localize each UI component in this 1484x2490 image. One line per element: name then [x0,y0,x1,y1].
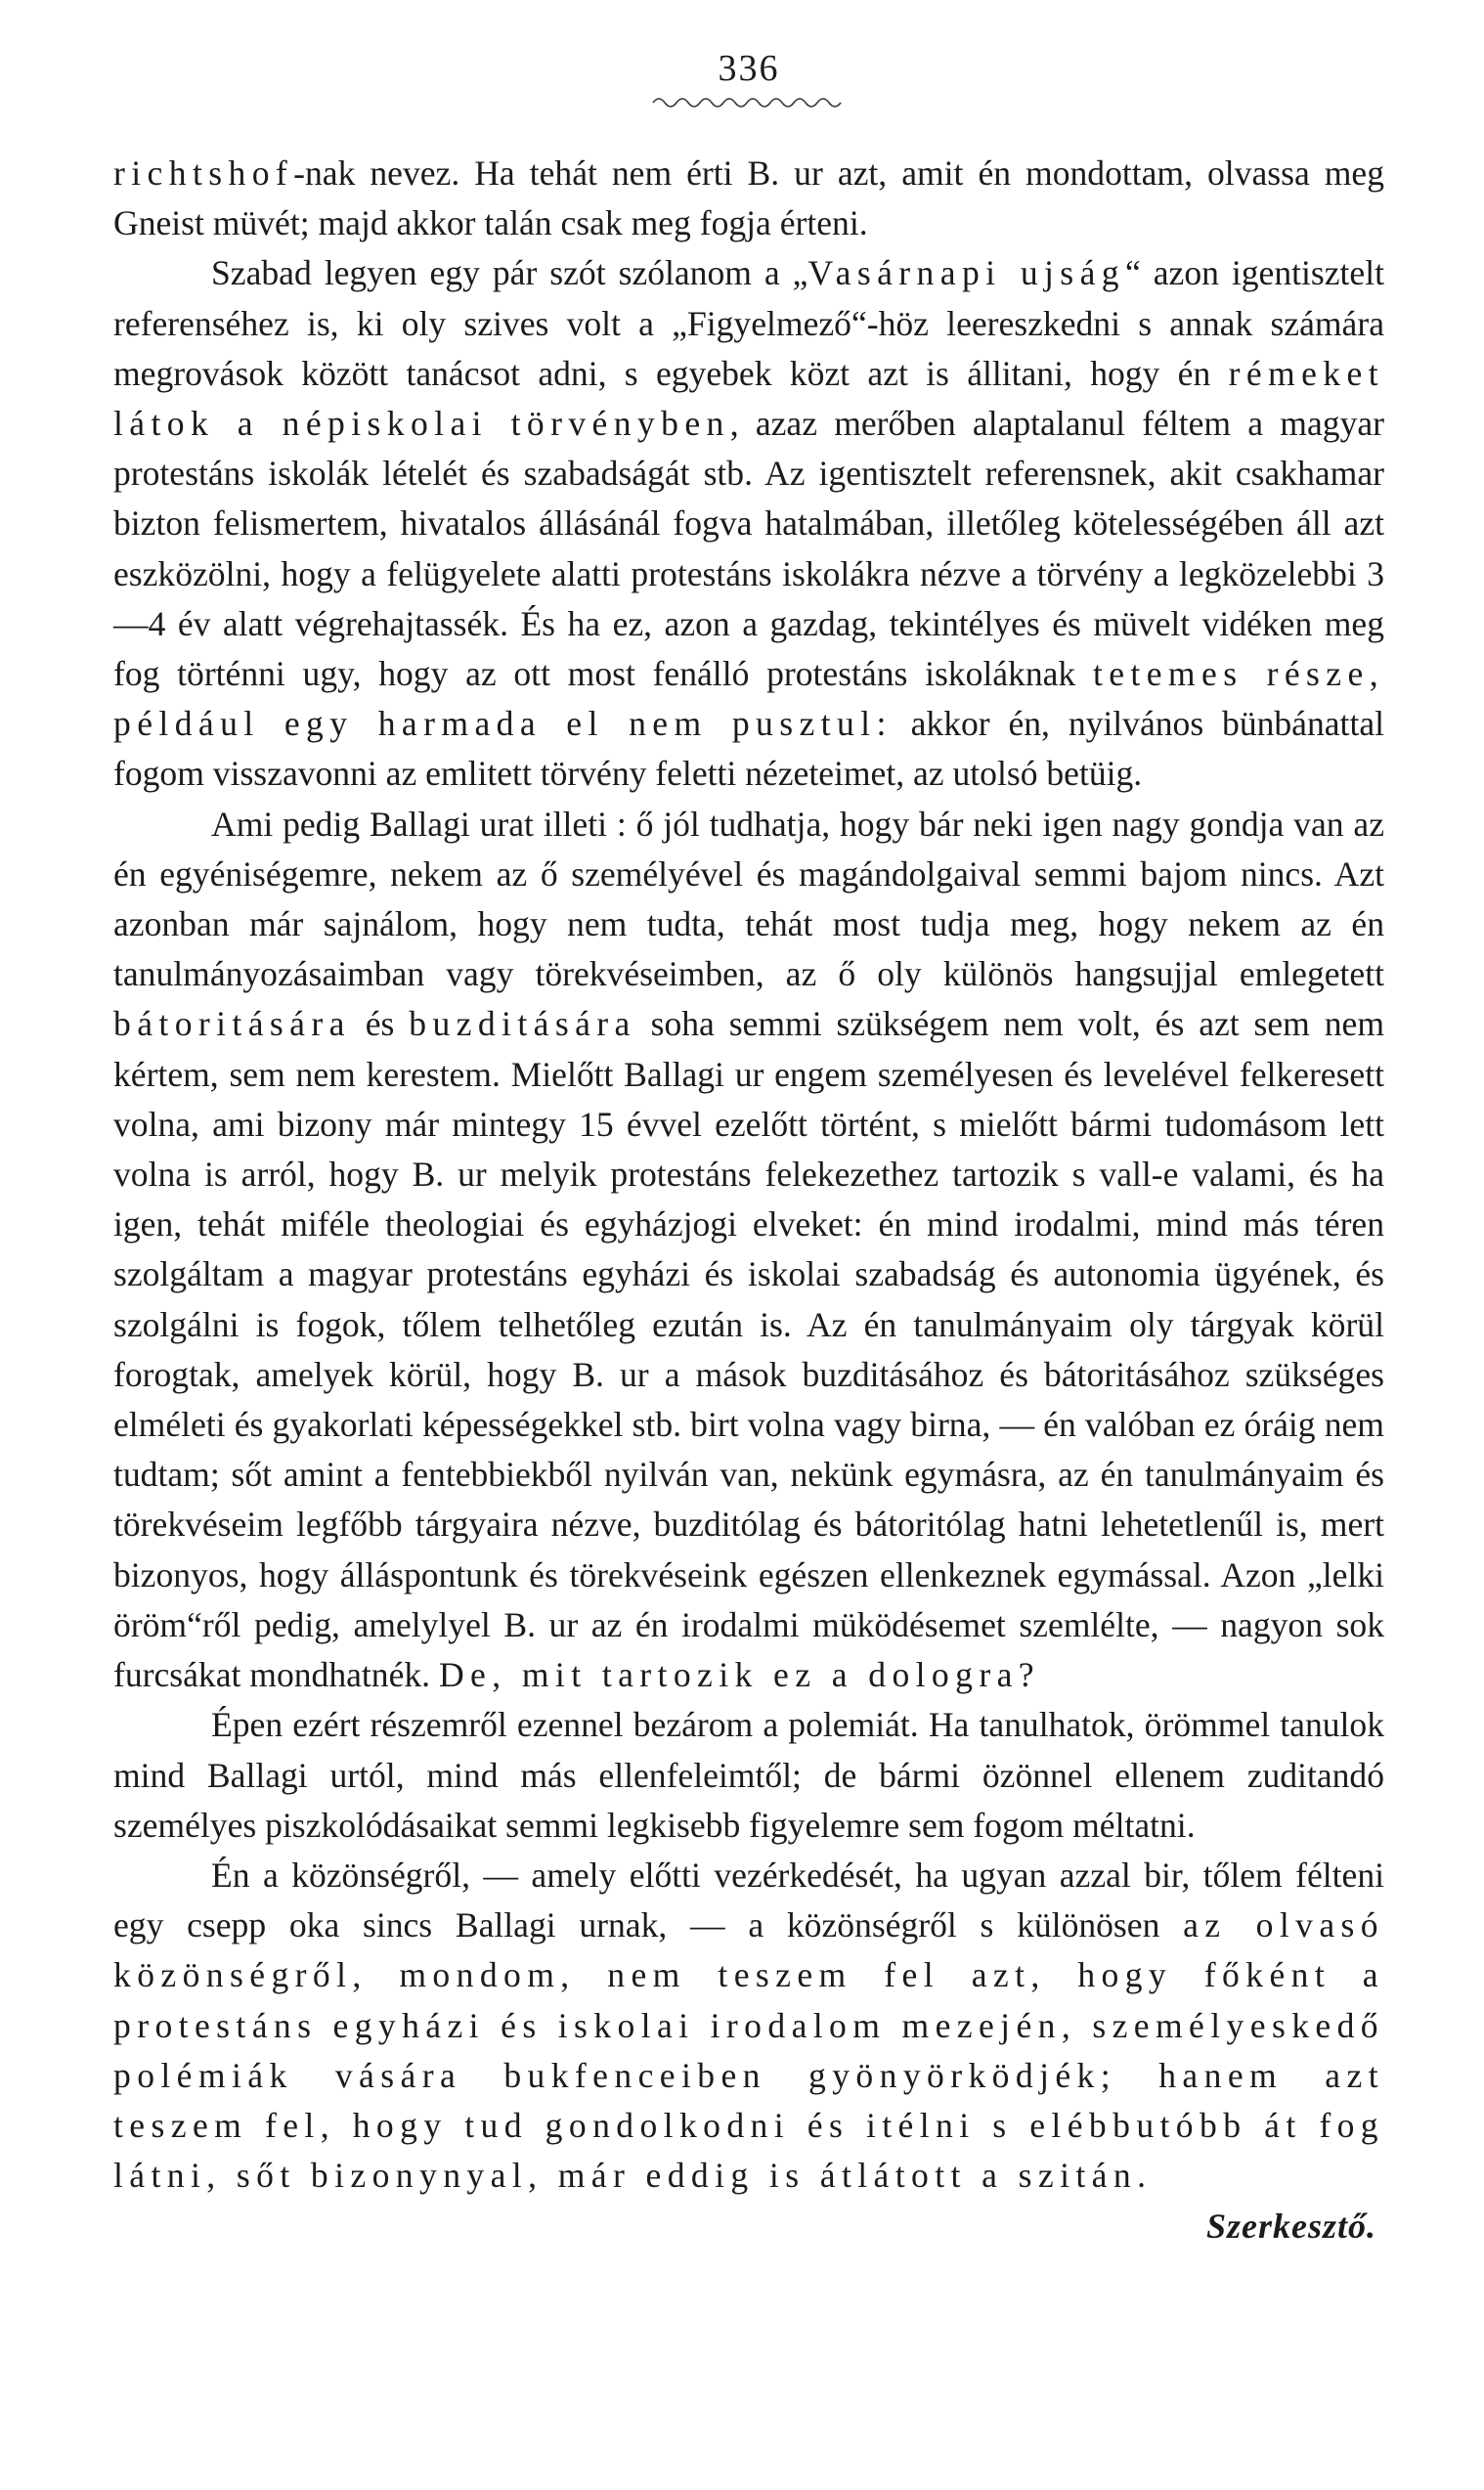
text-run: és [350,1004,410,1044]
emphasized-text: richtshof [113,153,294,193]
emphasized-text: az olvasó közönségről, mondom, nem teszem fel azt, hogy főként a protestáns egyházi és iskolai irodalom mezején, személyeskedő polémiák vására bukfenceiben gyönyörködjék; hanem azt teszem fel, hogy tud gondolkodni és itélni s elébbutóbb át fog látni, sőt bizonynyal, már eddig is átlátott a szitán. [113,1905,1384,2196]
editor-signature: Szerkesztő. [1205,2206,1376,2247]
article-body [113,149,1384,2201]
text-run: soha semmi szükségem nem volt, és azt sem nem kértem, sem nem kerestem. Mielőtt Ballagi ur engem személyesen és levelével felkeresett volna, ami bizony már mintegy 15 évvel ezelőtt történt, s mielőtt bármi tudomásom lett volna is arról, hogy B. ur melyik protestáns felekezethez tartozik s vall-e valami, és ha igen, tehát miféle theologiai és egyházjogi elveket: én mind irodalmi, mind más téren szolgáltam a magyar protestáns egyházi és iskolai szabadság és autonomia ügyének, és szolgálni is fogok, tőlem telhetőleg ezután is. Az én tanulmányaim oly tárgyak körül forogtak, amelyek körül, hogy B. ur a mások buzditásához és bátoritásához szükséges elméleti és gyakorlati képességekkel stb. birt volna vagy birna, — én valóban ez óráig nem tudtam; sőt amint a fentebbiekből nyilván van, nekünk egymásra, az én tanulmányaim és törekvéseim legfőbb tárgyaira nézve, buzditólag és bátoritólag hatni lehetetlenűl is, mert bizonyos, hogy álláspontunk és törekvéseink egészen ellenkeznek egymással. Azon „lelki öröm“ről pedig, amelylyel B. ur az én irodalmi müködésemet szemlélte, — nagyon sok furcsákat mondhatnék. [113,1004,1384,1695]
emphasized-text: Vasárnapi ujság [807,253,1125,293]
text-run: , azaz merőben alaptalanul féltem a magyar protestáns iskolák lételét és szabadságát stb. Az igentisztelt referensnek, akit csakhamar bizton felismertem, hivatalos állásánál fogva hatalmában, illetőleg kötelességében áll azt eszközölni, hogy a felügyelete alatti protestáns iskolákra nézve a törvény a legközelebbi 3—4 év alatt végrehajtassék. És ha ez, azon a gazdag, tekintélyes és müvelt vidéken meg fog történni ugy, hogy az ott most fenálló protestáns iskoláknak [113,404,1384,694]
emphasized-text: bátoritására [113,1004,351,1044]
wavy-rule-ornament [651,96,847,109]
emphasized-text: buzditására [409,1004,636,1044]
emphasized-text: De, mit tartozik ez a dologra? [438,1655,1040,1695]
page-number: 336 [718,48,780,89]
text-run: Én a közönségről, — amely előtti vezérkedését, ha ugyan azzal bir, tőlem félteni egy csepp oka sincs Ballagi urnak, — a közönségről s különösen [113,1855,1384,1945]
text-run: “ azon igentisztelt referenséhez is, ki oly szives volt a „Figyelmező“-höz leereszkedni s annak számára megrovások között tanácsot adni, s egyebek közt azt is állitani, hogy én [113,253,1384,393]
text-run: akkor én, nyilvános bünbánattal fogom visszavonni az emlitett törvény feletti nézeteimet, az utolsó betüig. [113,704,1385,794]
text-run: Ami pedig Ballagi urat illeti : ő jól tudhatja, hogy bár neki igen nagy gondja van az én egyéniségemre, nekem az ő személyével és magándolgaival semmi bajom nincs. Azt azonban már sajnálom, hogy nem tudta, tehát most tudja meg, hogy nekem az én tanulmányozásaimban vagy törekvéseimben, az ő oly különös hangsujjal emlegetett [113,804,1384,994]
emphasized-text: tetemes része, például egy harmada el nem pusztul: [113,654,1384,744]
text-run: Szabad legyen egy pár szót szólanom a „ [211,253,808,293]
paragraph [113,149,1384,248]
paragraph [113,1700,1384,1851]
document-page [113,47,1384,2251]
text-run: -nak nevez. Ha tehát nem érti B. ur azt, amit én mondottam, olvassa meg Gneist müvét; majd akkor talán csak meg fogja érteni. [113,153,1384,243]
text-run: Épen ezért részemről ezennel bezárom a polemiát. Ha tanulhatok, örömmel tanulok mind Ballagi urtól, mind más ellenfeleimtől; de bármi özönnel ellenem zuditandó személyes piszkolódásaikat semmi legkisebb figyelemre sem fogom méltatni. [113,1705,1384,1845]
paragraph [113,800,1384,1701]
emphasized-text: rémeket látok a népiskolai törvényben [113,353,1384,444]
paragraph [113,248,1384,799]
paragraph [113,1851,1384,2201]
